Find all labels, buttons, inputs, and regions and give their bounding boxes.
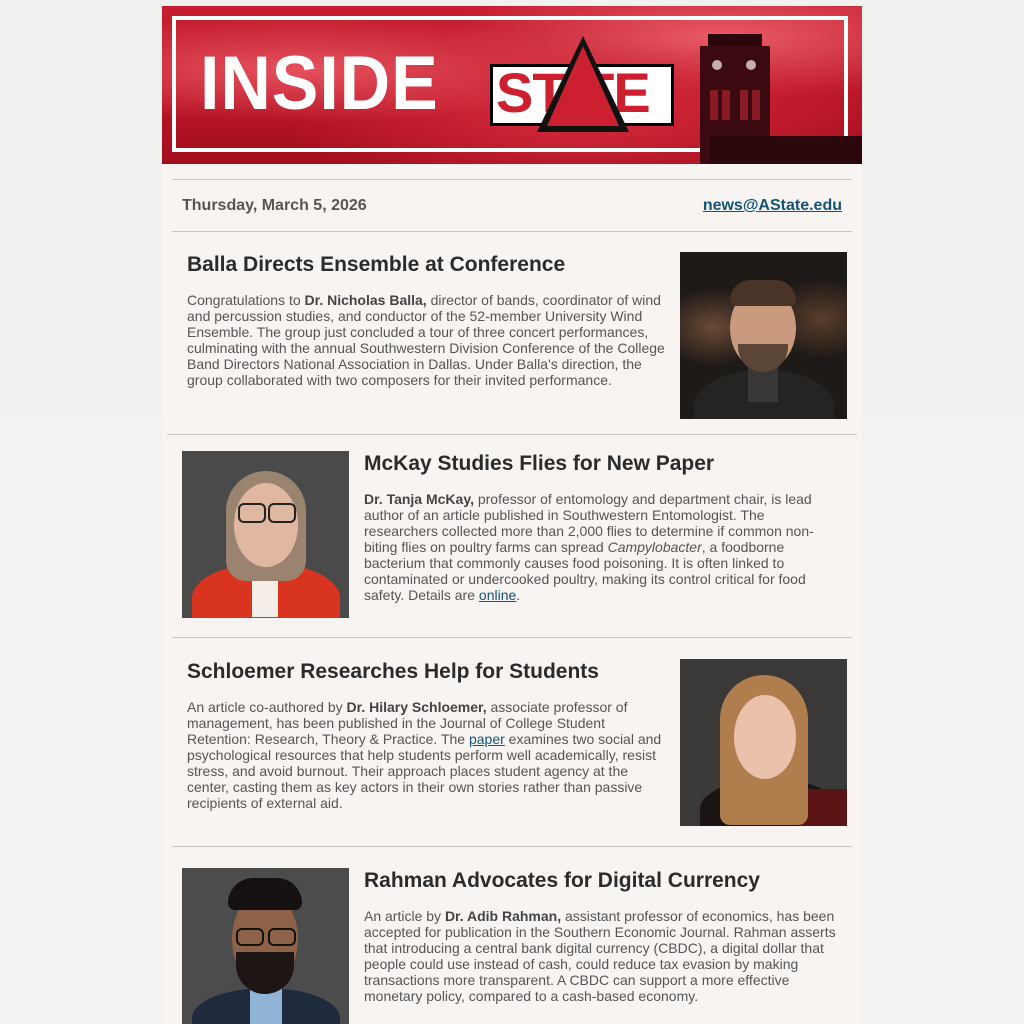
inside-state-banner[interactable] [162,6,862,164]
article-body: An article by Dr. Adib Rahman, assistant professor of economics, has been accepted for publication in the Southern Economic Journal. Rahman asserts that introducing a central bank digital currency (CBDC), a digital dollar that people could use instead of cash, could reduce tax evasion by making transactions more transparent. A CBDC can support a more effective monetary policy, compared to a cash-based economy. [364,908,836,1004]
article-body: An article co-authored by Dr. Hilary Schloemer, associate professor of management, has been published in the Journal of College Student Retention: Research, Theory & Practice. The paper examines two social and psychological resources that help students perform well academically, resist stress, and avoid burnout. Their approach places student agency at the center, casting them as key actors in their own stories rather than passive recipients of external aid. [187,699,662,811]
article-mckay [364,451,839,603]
article-balla [187,252,667,388]
article-schloemer [187,659,667,811]
article-body: Congratulations to Dr. Nicholas Balla, director of bands, coordinator of wind and percussion studies, and conductor of the 52-member University Wind Ensemble. The group just concluded a tour of three concert performances, culminating with the annual Southwestern Division Conference of the College Band Directors National Association in Dallas. Under Balla's direction, the group collaborated with two composers for their invited performance. [187,292,665,388]
newsletter [162,6,862,1024]
divider [172,637,852,638]
date-bar [172,179,852,232]
tower-window [740,90,748,120]
issue-date: Thursday, March 5, 2026 [182,197,367,214]
photo-rahman [182,868,349,1024]
paper-link[interactable]: paper [468,731,505,747]
clock-icon [746,60,756,70]
article-title: McKay Studies Flies for New Paper [364,452,715,475]
photo-balla [680,252,847,419]
banner-inside-text: INSIDE [200,41,439,126]
article-rahman [364,868,839,1004]
divider [167,434,857,435]
article-title: Rahman Advocates for Digital Currency [364,869,760,892]
article-title: Schloemer Researches Help for Students [187,660,599,683]
tower-window [722,90,730,120]
tower-window [752,90,760,120]
banner-state-text: ST TE [496,61,650,124]
photo-schloemer [680,659,847,826]
photo-mckay [182,451,349,618]
divider [172,846,852,847]
building-silhouette [710,136,862,164]
astate-logo-inner [547,46,619,126]
online-link[interactable]: online [478,587,517,603]
news-email-link[interactable]: news@AState.edu [702,197,842,214]
article-title: Balla Directs Ensemble at Conference [187,253,566,276]
clock-icon [712,60,722,70]
tower-window [710,90,718,120]
article-body: Dr. Tanja McKay, professor of entomology and department chair, is lead author of an article published in Southwestern Entomologist. The researchers collected more than 2,000 flies to determine if common non-biting flies on poultry farms can spread Campylobacter, a foodborne bacterium that commonly causes food poisoning. It is often linked to contaminated or undercooked poultry, making its control critical for food safety. Details are online. [364,491,814,603]
